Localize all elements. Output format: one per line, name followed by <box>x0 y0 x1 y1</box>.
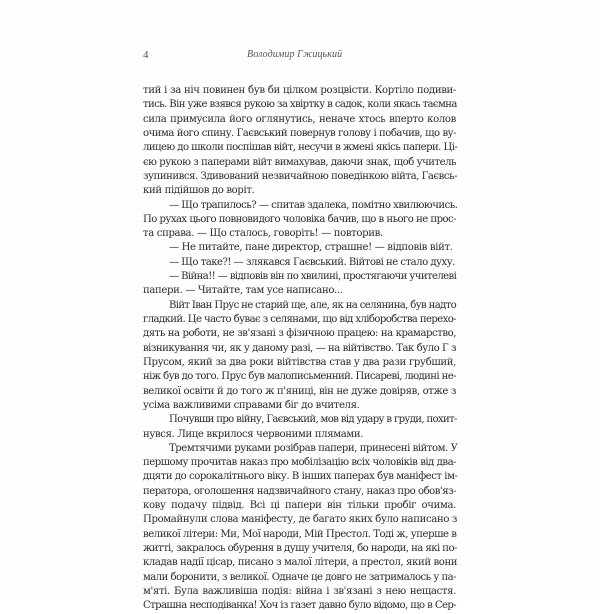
text-line: великої літери: Ми, Мої народи, Мій Престол. Тоді ж, уперше в <box>143 528 457 540</box>
text-line: Тремтячими руками розібрав папери, принесені війтом. У <box>169 442 458 454</box>
text-line: першому прочитав наказ про мобілізацію всіх чоловіків від два- <box>143 457 456 469</box>
text-line: житті, закралось обурення в душу учителя, бо народи, на які по- <box>143 543 457 554</box>
text-line: єю рукою з паперами війт вимахував, даючи знак, щоб учитель <box>143 156 456 168</box>
text-line: лицею до школи поспішав війт, несучи в жмені якісь папери. Ці- <box>143 142 458 154</box>
text-line: сила примусила його оглянутись, неначе хтось вперто колов <box>143 113 456 125</box>
text-line: очима його спину. Гаєвський повернув голову і побачив, що ву- <box>143 127 456 139</box>
text-line: мали боронити, з великої. Одначе це довго не затрималось у па- <box>143 571 456 583</box>
text-line: гладкий. Це часто буває з селянами, що від хліборобства перехо- <box>143 314 456 325</box>
text-line: великої освіти й до того ж п'яниці, він не дуже довіряв, отже з <box>143 385 456 397</box>
text-line: Промайнули слова маніфесту, де багато яких було написано з <box>143 514 458 526</box>
text-line: усіма важливими справами біг до вчителя. <box>143 399 360 411</box>
text-line: — Не питайте, пане директор, страшне! — відповів війт. <box>169 242 453 254</box>
text-line: папери. — Читайте, там усе написано... <box>143 285 343 297</box>
page-number: 4 <box>143 49 149 61</box>
text-line: — Що трапилось? — спитав здалека, помітно хвилюючись. <box>169 199 458 211</box>
text-line: тий і за ніч повинен був би цілком розцвісти. Кортіло подиви- <box>143 85 456 96</box>
text-line: м'яті. Була важливіша подія: війна і зв'язані з нею нещастя. <box>143 585 456 597</box>
text-line: Страшна несподіванка! Хоч із газет давно було відомо, що в Сер- <box>143 600 456 612</box>
text-line: Війт Іван Прус не старий ще, але, як на селянина, був надто <box>169 299 456 311</box>
text-line: візникування чи, як у даному разі, — на війтівство. Так було Г з <box>143 342 456 354</box>
text-line: тись. Він уже взявся рукою за хвіртку в садок, коли якась таємна <box>143 99 457 111</box>
text-line: ператора, оголошення надзвичайного стану, наказ про обов'яз- <box>143 485 456 497</box>
text-line: та справа. — Що сталось, говоріть! — повторив. <box>143 228 383 240</box>
text-line: ніж був до того. Прус був малописьменний. Писареві, людині не- <box>143 371 456 383</box>
text-line: Почувши про війну, Гаєвський, мов від удару в груди, похит- <box>169 414 457 426</box>
text-line: нувся. Лице вкрилося червоними плямами. <box>143 428 364 440</box>
text-line: дцяти до сорокалітнього віку. В інших паперах був маніфест ім- <box>143 471 458 483</box>
text-line: — Війна!! — відповів він по хвилині, простягаючи учителеві <box>169 271 457 283</box>
running-head-author: Володимир Гжицький <box>247 49 343 60</box>
text-line: зупинився. Здивований незвичайною поведінкою війта, Гаєвсь- <box>143 170 458 182</box>
text-line: кову подачу підвід. Всі ці папери він тільки пробіг очима. <box>143 500 456 512</box>
body-text <box>143 84 456 614</box>
text-line: дять на роботи, не зв'язані з фізичною працею: на крамарство, <box>143 328 456 340</box>
text-line: По рухах цього повновидого чоловіка бачив, що в нього не прос- <box>143 213 456 225</box>
running-head <box>143 49 456 63</box>
text-line: — Що таке?! — злякався Гаєвський. Війтові не стало духу. <box>169 256 455 268</box>
text-line: кий підійшов до воріт. <box>143 185 255 197</box>
text-line: Прусом, який за два роки війтівства став у два рази грубший, <box>143 356 456 368</box>
text-line: кладав надії цісар, писано з малої літери, а престол, який вони <box>143 557 458 569</box>
